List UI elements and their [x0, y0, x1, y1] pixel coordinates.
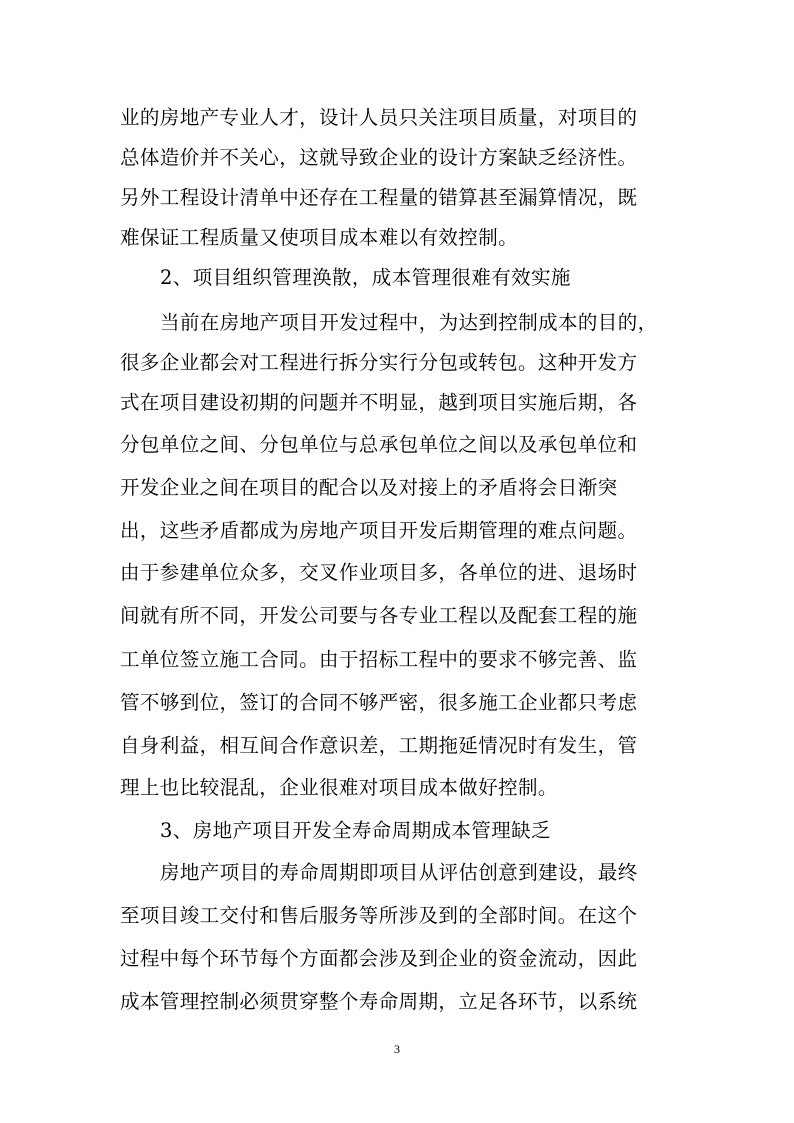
body-text-line: 式在项目建设初期的问题并不明显，越到项目实施后期，各 — [120, 391, 638, 414]
body-text-line: 由于参建单位众多，交叉作业项目多，各单位的进、退场时 — [120, 561, 638, 584]
body-text-line: 过程中每个环节每个方面都会涉及到企业的资金流动，因此 — [120, 947, 638, 970]
body-text-line: 工单位签立施工合同。由于招标工程中的要求不够完善、监 — [120, 648, 638, 671]
body-text-line: 管不够到位，签订的合同不够严密，很多施工企业都只考虑 — [120, 691, 638, 714]
body-text-line: 另外工程设计清单中还存在工程量的错算甚至漏算情况，既 — [120, 186, 638, 209]
body-text-line: 开发企业之间在项目的配合以及对接上的矛盾将会日渐突 — [120, 476, 618, 499]
body-text-line: 当前在房地产项目开发过程中，为达到控制成本的目的， — [160, 311, 658, 334]
body-text-line: 出，这些矛盾都成为房地产项目开发后期管理的难点问题。 — [120, 519, 638, 542]
body-text-line: 难保证工程质量又使项目成本难以有效控制。 — [120, 226, 519, 249]
body-text-line: 间就有所不同，开发公司要与各专业工程以及配套工程的施 — [120, 604, 638, 627]
body-text-line: 房地产项目的寿命周期即项目从评估创意到建设，最终 — [160, 861, 638, 884]
body-text-line: 成本管理控制必须贯穿整个寿命周期，立足各环节，以系统 — [120, 990, 638, 1013]
body-text-line: 自身利益，相互间合作意识差，工期拖延情况时有发生，管 — [120, 734, 638, 757]
section-heading: 3、房地产项目开发全寿命周期成本管理缺乏 — [160, 819, 551, 842]
body-text-line: 业的房地产专业人才，设计人员只关注项目质量，对项目的 — [120, 106, 638, 129]
body-text-line: 理上也比较混乱，企业很难对项目成本做好控制。 — [120, 776, 558, 799]
section-heading: 2、项目组织管理涣散，成本管理很难有效实施 — [160, 266, 571, 289]
body-text-line: 至项目竣工交付和售后服务等所涉及到的全部时间。在这个 — [120, 904, 638, 927]
body-text-line: 分包单位之间、分包单位与总承包单位之间以及承包单位和 — [120, 433, 638, 456]
page-number: 3 — [394, 1042, 400, 1056]
body-text-line: 总体造价并不关心，这就导致企业的设计方案缺乏经济性。 — [120, 146, 638, 169]
body-text-line: 很多企业都会对工程进行拆分实行分包或转包。这种开发方 — [120, 351, 638, 374]
